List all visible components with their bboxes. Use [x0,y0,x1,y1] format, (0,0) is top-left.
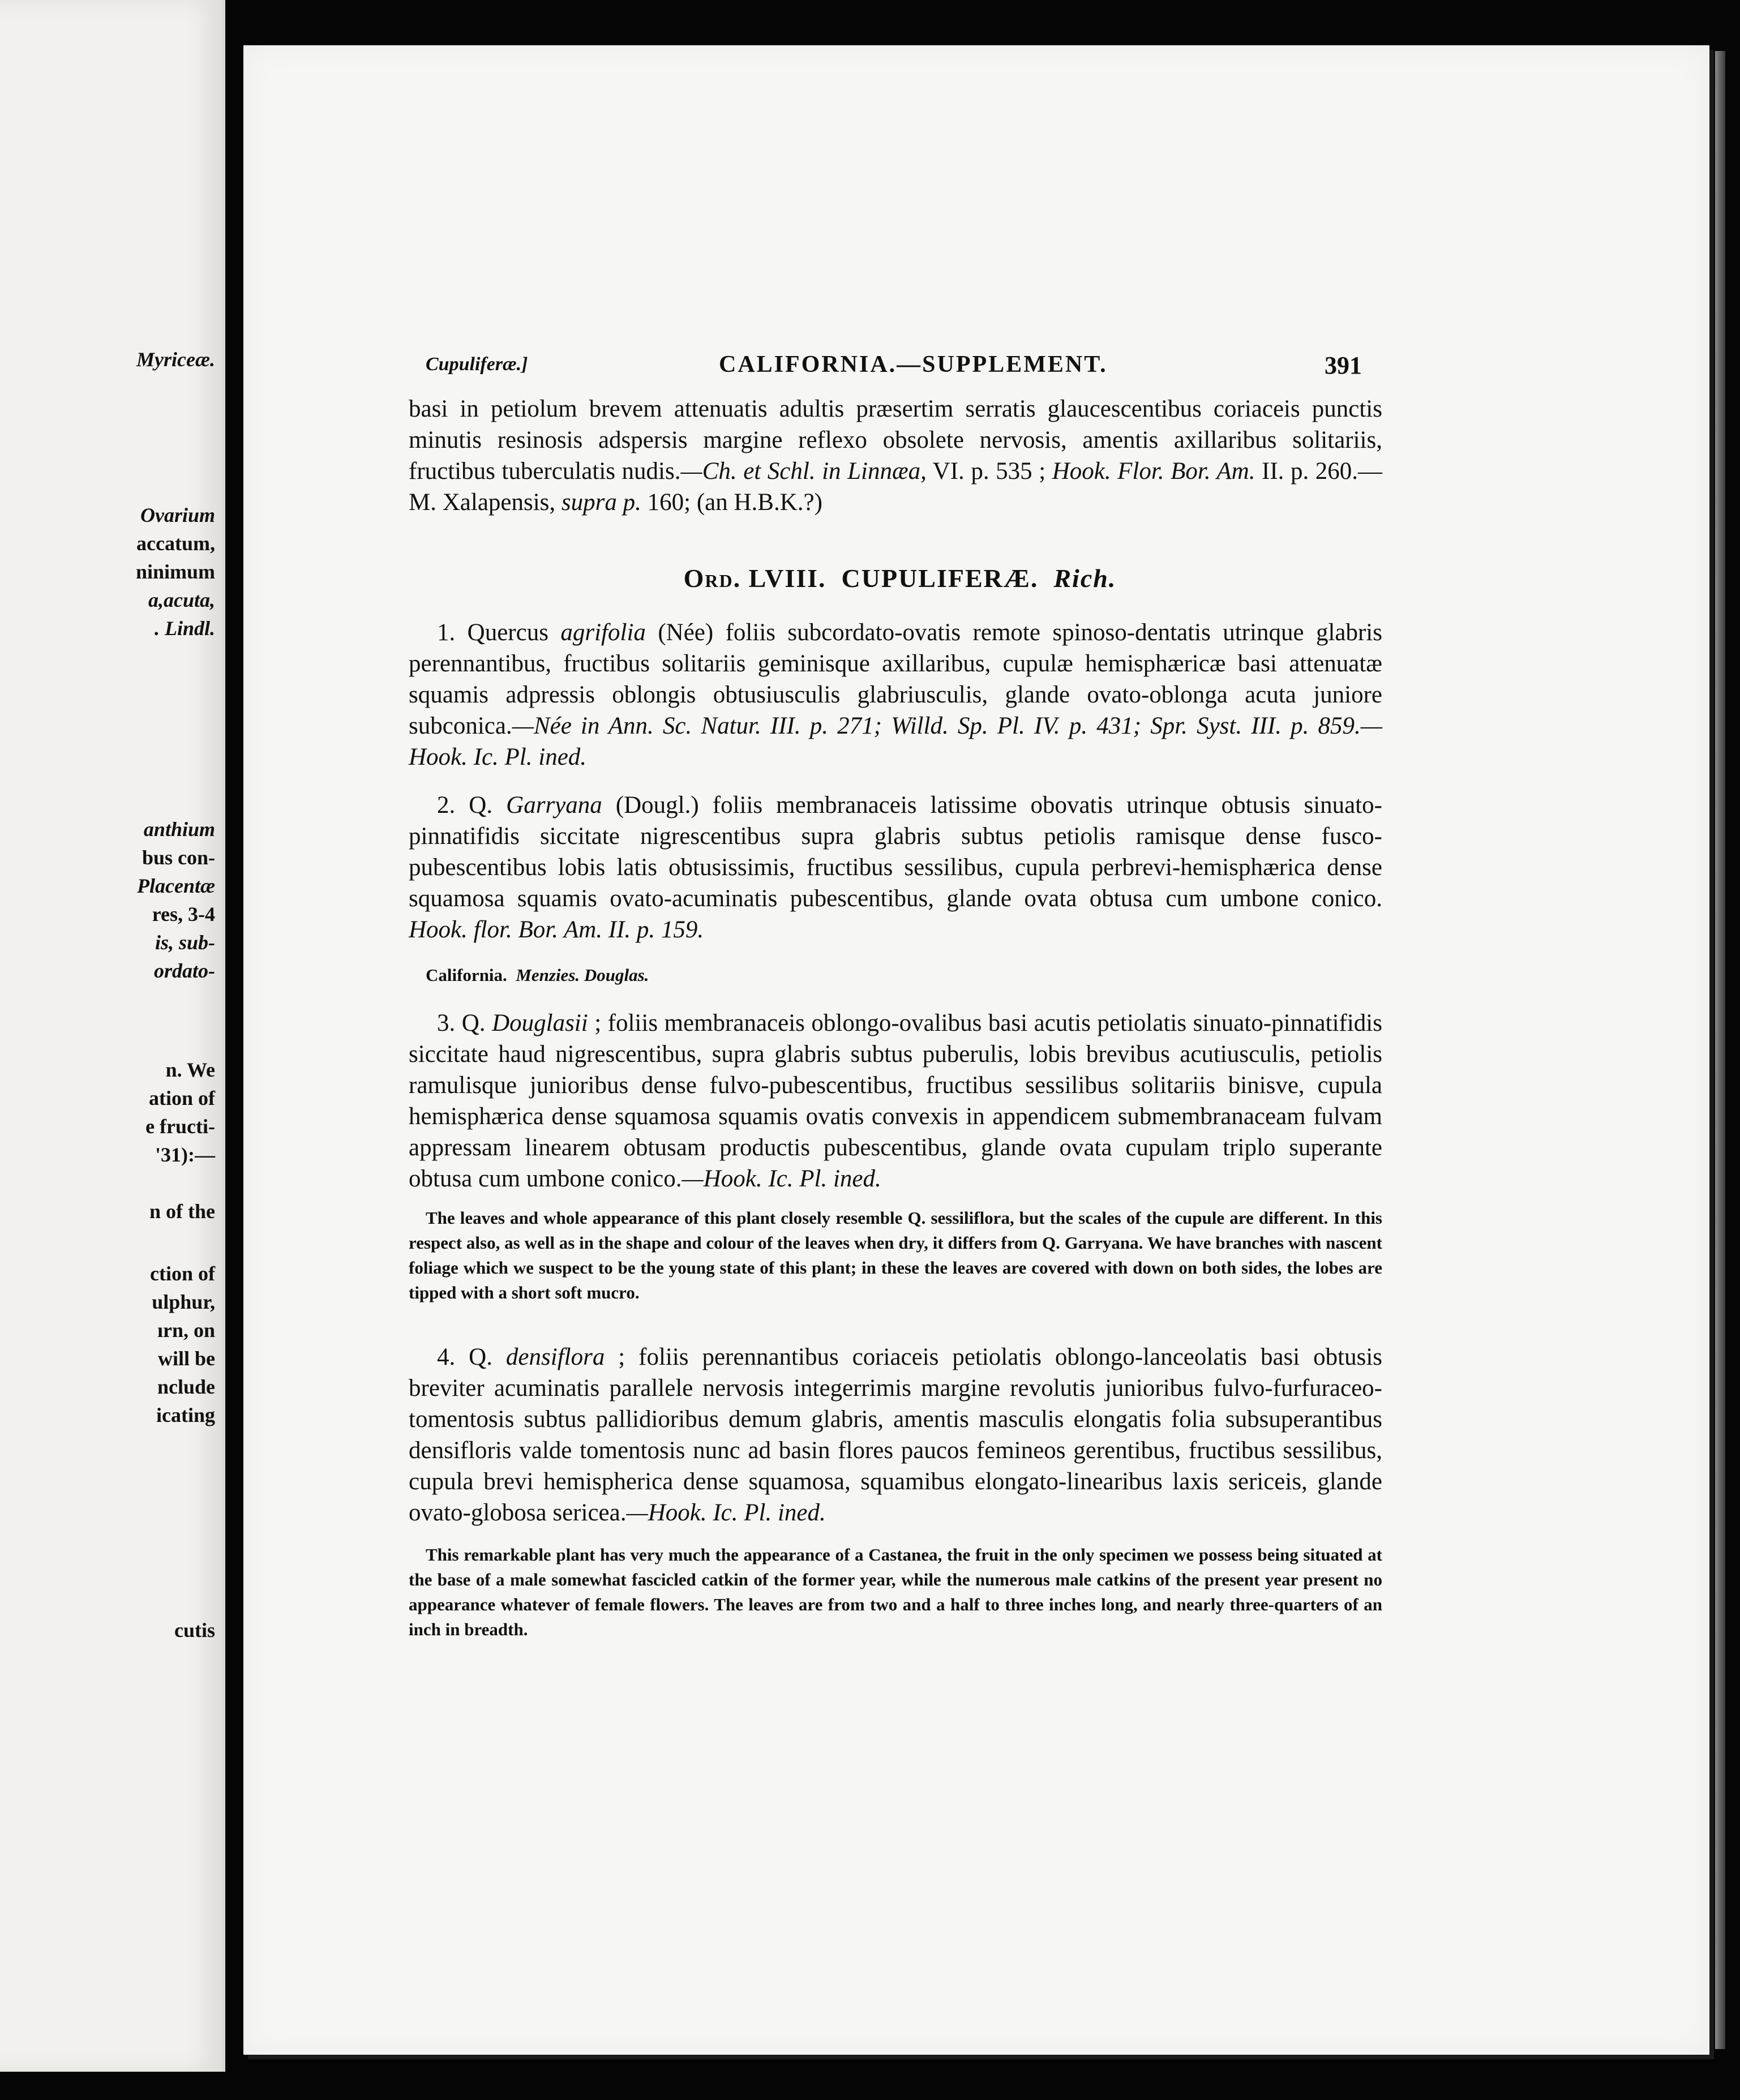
species-entry: 2. Q. Garryana (Dougl.) foliis membranaceis latissime obovatis utrinque obtusis sinuato-pinnatifidis siccitate nigrescentibus supra glabris subtus petiolis ramisque dense fusco-pubescentibus lobis latis obtusissimis, fructibus sessilibus, cupula perbrevi-hemisphærica dense squamosa squamis ovato-acuminatis pubescentibus, glande ovata obtusa cum umbone conico. Hook. flor. Bor. Am. II. p. 159. [409,792,1383,943]
left-fragment: Placentæ [137,875,215,897]
intro-paragraph: basi in petiolum brevem attenuatis adultis præsertim serratis glaucescentibus coriaceis punctis minutis resinosis adspersis margine reflexo obsolete nervosis, amentis axillaribus solitariis, fructibus tuberculatis nudis.—Ch. et Schl. in Linnæa, VI. p. 535 ; Hook. Flor. Bor. Am. II. p. 260.—M. Xalapensis, supra p. 160; (an H.B.K.?) [409,396,1382,516]
left-fragment: is, sub- [155,931,215,954]
left-fragment: anthium [143,818,215,841]
species-entry: 3. Q. Douglasii ; foliis membranaceis oblongo-ovalibus basi acutis petiolatis sinuato-pinnatifidis siccitate haud nigrescentibus, supra glabris subtus puberulis, lobis brevibus acutiusculis, petiolis ramulisque junioribus dense fulvo-pubescentibus, fructibus sessilibus solitariis binisve, cupula hemisphærica dense squamosa squamis ovatis convexis in appendicem submembranaceam fulvam appressam linearem obtusam productis pubescentibus, glande ovata cupulam triplo superante obtusa cum umbone conico.—Hook. Ic. Pl. ined. [409,1010,1382,1192]
left-fragment: a,acuta, [148,589,215,611]
left-fragment: icating [156,1404,215,1426]
left-fragment: will be [157,1347,215,1370]
left-fragment: ction of [150,1262,215,1285]
left-fragment: ordato- [154,959,215,982]
left-fragment: ation of [149,1087,215,1109]
left-fragment: ulphur, [152,1291,215,1313]
order-heading: Ord. LVIII. CUPULIFERÆ. Rich. [683,564,1117,593]
running-head-left: Cupuliferæ.] [426,354,528,375]
species-note: The leaves and whole appearance of this plant closely resemble Q. sessiliflora, but the scales of the cupule are different. In this respect also, as well as in the shape and colour of the leaves when dry, it differs from Q. Garryana. We have branches with nascent foliage which we suspect to be the young state of this plant; in these the leaves are covered with down on both sides, the lobes are tipped with a short soft mucro. [409,1208,1382,1302]
species-entry: 1. Quercus agrifolia (Née) foliis subcordato-ovatis remote spinoso-dentatis utrinque glabris perennantibus, fructibus solitariis geminisque axillaribus, cupulæ hemisphæricæ basi attenuatæ squamis adpressis oblongis obtusiusculis glabriusculis, glande ovato-oblonga acuta juniore subconica.—Née in Ann. Sc. Natur. III. p. 271; Willd. Sp. Pl. IV. p. 431; Spr. Syst. III. p. 859.—Hook. Ic. Pl. ined. [409,619,1382,770]
left-fragment: bus con- [142,846,215,869]
main-page [243,45,1709,2055]
page-number: 391 [1325,352,1362,379]
left-fragment: nclude [157,1375,215,1398]
running-head-title: CALIFORNIA.—SUPPLEMENT. [719,352,1108,378]
left-fragment: Ovarium [140,504,215,526]
left-fragment: n of the [149,1200,215,1223]
left-fragment: accatum, [136,532,215,555]
species-note: This remarkable plant has very much the appearance of a Castanea, the fruit in the only specimen we possess being situated at the base of a male somewhat fascicled catkin of the former year, while the numerous male catkins of the present year present no appearance whatever of female flowers. The leaves are from two and a half to three inches long, and nearly three-quarters of an inch in breadth. [409,1545,1382,1639]
left-page [0,0,225,2072]
left-fragment: Myriceæ. [136,348,215,371]
left-fragment: . Lindl. [154,617,215,640]
left-fragment: n. We [165,1058,215,1081]
left-fragment: cutis [174,1619,215,1642]
page-edge [1715,51,1725,2049]
species-entry: 4. Q. densiflora ; foliis perennantibus coriaceis petiolatis oblongo-lanceolatis basi obtusis breviter acuminatis parallele nervosis integerrimis margine revolutis junioribus fulvo-furfuraceo-tomentosis subtus pallidioribus demum glabris, amentis masculis elongatis folia subsuperantibus densifloris valde tomentosis nunc ad basin flores paucos femineos gerentibus, fructibus sessilibus, cupula brevi hemispherica dense squamosa, squamibus elongato-linearibus laxis sericeis, glande ovato-globosa sericea.—Hook. Ic. Pl. ined. [409,1344,1383,1526]
left-fragment: '31):— [155,1143,215,1166]
left-fragment: e fructi- [145,1115,215,1138]
left-fragment: ırn, on [157,1319,215,1342]
left-fragment: res, 3-4 [152,903,215,925]
locality-line: California. Menzies. Douglas. [426,965,649,985]
left-fragment: ninimum [135,560,215,583]
